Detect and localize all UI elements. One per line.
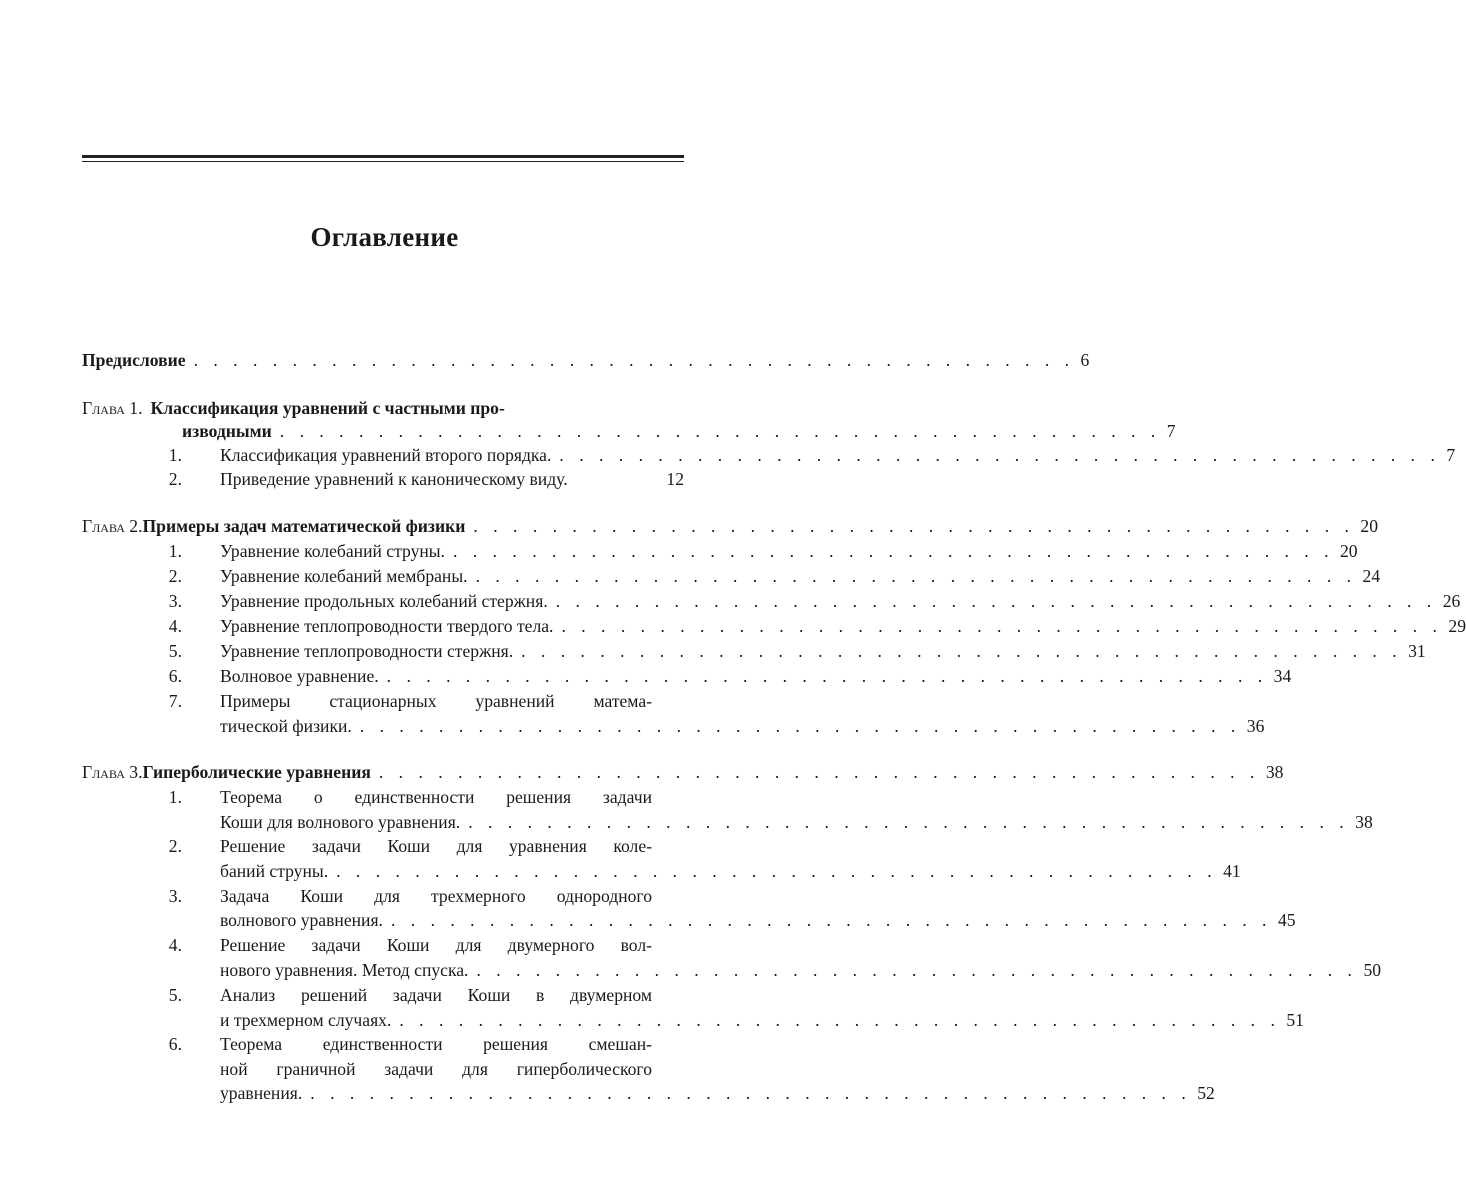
page-number: 51: [1286, 1010, 1304, 1030]
section-title-cont: уравнения.: [220, 1083, 303, 1103]
chapter-title-cont: изводными: [182, 421, 272, 441]
preface-title: Предисловие: [82, 350, 186, 370]
page-number: 38: [1355, 812, 1373, 832]
section-title-cont: и трехмерном случаях.: [220, 1010, 392, 1030]
page-number: 45: [1277, 910, 1296, 930]
leader-dots: . . . . . . . . . . . . . . . . . . . . . . . . . . . . . . . . . . . . . . . . . . . . .: [468, 812, 1350, 832]
toc-entry-2-3[interactable]: [82, 589, 1461, 614]
toc-entry-3-5[interactable]: [82, 983, 684, 1008]
section-title-cont: баний струны.: [220, 861, 329, 881]
section-title-cont: Коши для волнового уравнения.: [220, 812, 461, 832]
section-number: 2.: [168, 469, 182, 489]
leader-dots: . . . . . . . . . . . . . . . . . . . . . . . . . . . . . . . . . . . . . . . . . . . . .: [193, 350, 1075, 370]
chapter-1-heading-cont[interactable]: [82, 419, 1176, 444]
toc-entry-3-5-cont[interactable]: [82, 1008, 1304, 1033]
chapter-1-heading[interactable]: [82, 396, 684, 421]
section-title-cont: тической физики.: [220, 716, 352, 736]
section-number: 4.: [168, 935, 182, 955]
leader-dots: . . . . . . . . . . . . . . . . . . . . . . . . . . . . . . . . . . . . . . . . . . . . .: [399, 1010, 1281, 1030]
page-number: 36: [1246, 716, 1265, 736]
leader-dots: . . . . . . . . . . . . . . . . . . . . . . . . . . . . . . . . . . . . . . . . . . . . .: [559, 445, 1441, 465]
leader-dots: . . . . . . . . . . . . . . . . . . . . . . . . . . . . . . . . . . . . . . . . . . . . .: [453, 541, 1334, 561]
page-number: 41: [1223, 861, 1241, 881]
toc-entry-2-4[interactable]: [82, 614, 1466, 639]
section-number: 1.: [168, 445, 182, 465]
chapter-title: Примеры задач математической физики: [142, 516, 466, 536]
page-number: 24: [1362, 566, 1381, 586]
leader-dots: . . . . . . . . . . . . . . . . . . . . . . . . . . . . . . . . . . . . . . . . . . . . .: [279, 421, 1161, 441]
section-number: 5.: [168, 641, 182, 661]
section-title: Уравнение колебаний мембраны.: [220, 566, 468, 586]
leader-dots: . . . . . . . . . . . . . . . . . . . . . . . . . . . . . . . . . . . . . . . . . . . . .: [473, 516, 1355, 536]
section-title: Волновое уравнение.: [220, 666, 379, 686]
leader-dots: . . . . . . . . . . . . . . . . . . . . . . . . . . . . . . . . . . . . . . . . . . . . .: [476, 960, 1358, 980]
toc-entry-3-6[interactable]: [82, 1032, 684, 1057]
section-title: Теорема единственности решения смешан-: [220, 1034, 652, 1054]
chapter-2-heading[interactable]: [82, 514, 1378, 539]
toc-entry-3-1-cont[interactable]: [82, 810, 1373, 835]
toc-entry-2-2[interactable]: [82, 564, 1381, 589]
top-rule-thin: [82, 161, 684, 162]
chapter-label: Глава 1.: [82, 398, 143, 418]
page-number: 50: [1363, 960, 1382, 980]
toc-entry-2-7[interactable]: [82, 689, 684, 714]
section-number: 3.: [168, 591, 182, 611]
section-number: 6.: [168, 1034, 182, 1054]
toc-entry-2-1[interactable]: [82, 539, 1358, 564]
toc-entry-3-1[interactable]: [82, 785, 684, 810]
section-title: Примеры стационарных уравнений матема-: [220, 691, 652, 711]
page-number: 31: [1408, 641, 1426, 661]
toc-entry-3-2-cont[interactable]: [82, 859, 1241, 884]
toc-entry-1-1[interactable]: [82, 443, 1456, 468]
toc-entry-3-3-cont[interactable]: [82, 908, 1296, 933]
section-title: Классификация уравнений второго порядка.: [220, 445, 552, 465]
chapter-title: Гиперболические уравнения: [142, 762, 371, 782]
leader-dots: . . . . . . . . . . . . . . . . . . . . . . . . . . . . . . . . . . . . . . . . . . . . .: [310, 1083, 1192, 1103]
leader-dots: . . . . . . . . . . . . . . . . . . . . . . . . . . . . . . . . . . . . . . . . . . . . .: [386, 666, 1268, 686]
section-number: 2.: [168, 566, 182, 586]
section-number: 1.: [168, 541, 182, 561]
chapter-title: Классификация уравнений с частными про-: [150, 398, 505, 418]
section-title-cont: волнового уравнения.: [220, 910, 383, 930]
toc-entry-3-6-cont[interactable]: [82, 1057, 684, 1082]
page-number: 20: [1339, 541, 1358, 561]
chapter-label: Глава 2.: [82, 516, 143, 536]
toc-entry-2-5[interactable]: [82, 639, 1426, 664]
leader-dots: . . . . . . . . . . . . . . . . . . . . . . . . . . . . . . . . . . . . . . . . . . . . .: [378, 762, 1260, 782]
page-number: 6: [1080, 350, 1090, 370]
toc-entry-3-3[interactable]: [82, 884, 684, 909]
chapter-3-heading[interactable]: [82, 760, 1284, 785]
section-number: 2.: [168, 836, 182, 856]
section-title: Анализ решений задачи Коши в двумерном: [220, 985, 652, 1005]
leader-dots: . . . . . . . . . . . . . . . . . . . . . . . . . . . . . . . . . . . . . . . . . . . . .: [359, 716, 1241, 736]
toc-entry-1-2[interactable]: [82, 467, 684, 492]
section-title-cont: нового уравнения. Метод спуска.: [220, 960, 469, 980]
page-number: 20: [1360, 516, 1378, 536]
section-number: 4.: [168, 616, 182, 636]
section-title: Решение задачи Коши для уравнения коле-: [220, 836, 652, 856]
section-title: Задача Коши для трехмерного однородного: [220, 886, 652, 906]
page-title: Оглавление: [310, 222, 459, 252]
page-number: 26: [1442, 591, 1461, 611]
section-title: Уравнение теплопроводности твердого тела.: [220, 616, 554, 636]
page-number: 12: [666, 469, 684, 489]
toc-entry-3-4-cont[interactable]: [82, 958, 1382, 983]
section-title: Уравнение теплопроводности стержня.: [220, 641, 514, 661]
section-number: 3.: [168, 886, 182, 906]
chapter-label: Глава 3.: [82, 762, 143, 782]
toc-entry-3-2[interactable]: [82, 834, 684, 859]
section-number: 6.: [168, 666, 182, 686]
leader-dots: . . . . . . . . . . . . . . . . . . . . . . . . . . . . . . . . . . . . . . . . . . . . .: [390, 910, 1272, 930]
toc-entry-3-4[interactable]: [82, 933, 684, 958]
toc-entry-2-7-cont[interactable]: [82, 714, 1265, 739]
section-number: 5.: [168, 985, 182, 1005]
leader-dots: . . . . . . . . . . . . . . . . . . . . . . . . . . . . . . . . . . . . . . . . . . . . .: [521, 641, 1403, 661]
leader-dots: . . . . . . . . . . . . . . . . . . . . . . . . . . . . . . . . . . . . . . . . . . . . .: [561, 616, 1443, 636]
section-number: 7.: [168, 691, 182, 711]
page-number: 29: [1448, 616, 1466, 636]
toc-entry-preface[interactable]: [82, 348, 1090, 373]
page-number: 7: [1446, 445, 1456, 465]
section-title: Решение задачи Коши для двумерного вол-: [220, 935, 652, 955]
leader-dots: . . . . . . . . . . . . . . . . . . . . . . . . . . . . . . . . . . . . . . . . . . . . .: [336, 861, 1218, 881]
leader-dots: . . . . . . . . . . . . . . . . . . . . . . . . . . . . . . . . . . . . . . . . . . . . .: [475, 566, 1357, 586]
section-number: 1.: [168, 787, 182, 807]
section-title: Уравнение продольных колебаний стержня.: [220, 591, 548, 611]
section-title: Теорема о единственности решения задачи: [220, 787, 652, 807]
top-rule-thick: [82, 155, 684, 158]
toc-entry-3-6-cont2[interactable]: [82, 1081, 1215, 1106]
page-number: 7: [1166, 421, 1176, 441]
section-title: Уравнение колебаний струны.: [220, 541, 446, 561]
page-number: 34: [1273, 666, 1292, 686]
toc-entry-2-6[interactable]: [82, 664, 1292, 689]
leader-dots: . . . . . . . . . . . . . . . . . . . . . . . . . . . . . . . . . . . . . . . . . . . . .: [555, 591, 1437, 611]
page-number: 52: [1197, 1083, 1215, 1103]
section-title-cont: ной граничной задачи для гиперболического: [220, 1059, 652, 1079]
section-title: Приведение уравнений к каноническому виду.: [220, 469, 568, 489]
page-number: 38: [1265, 762, 1284, 782]
